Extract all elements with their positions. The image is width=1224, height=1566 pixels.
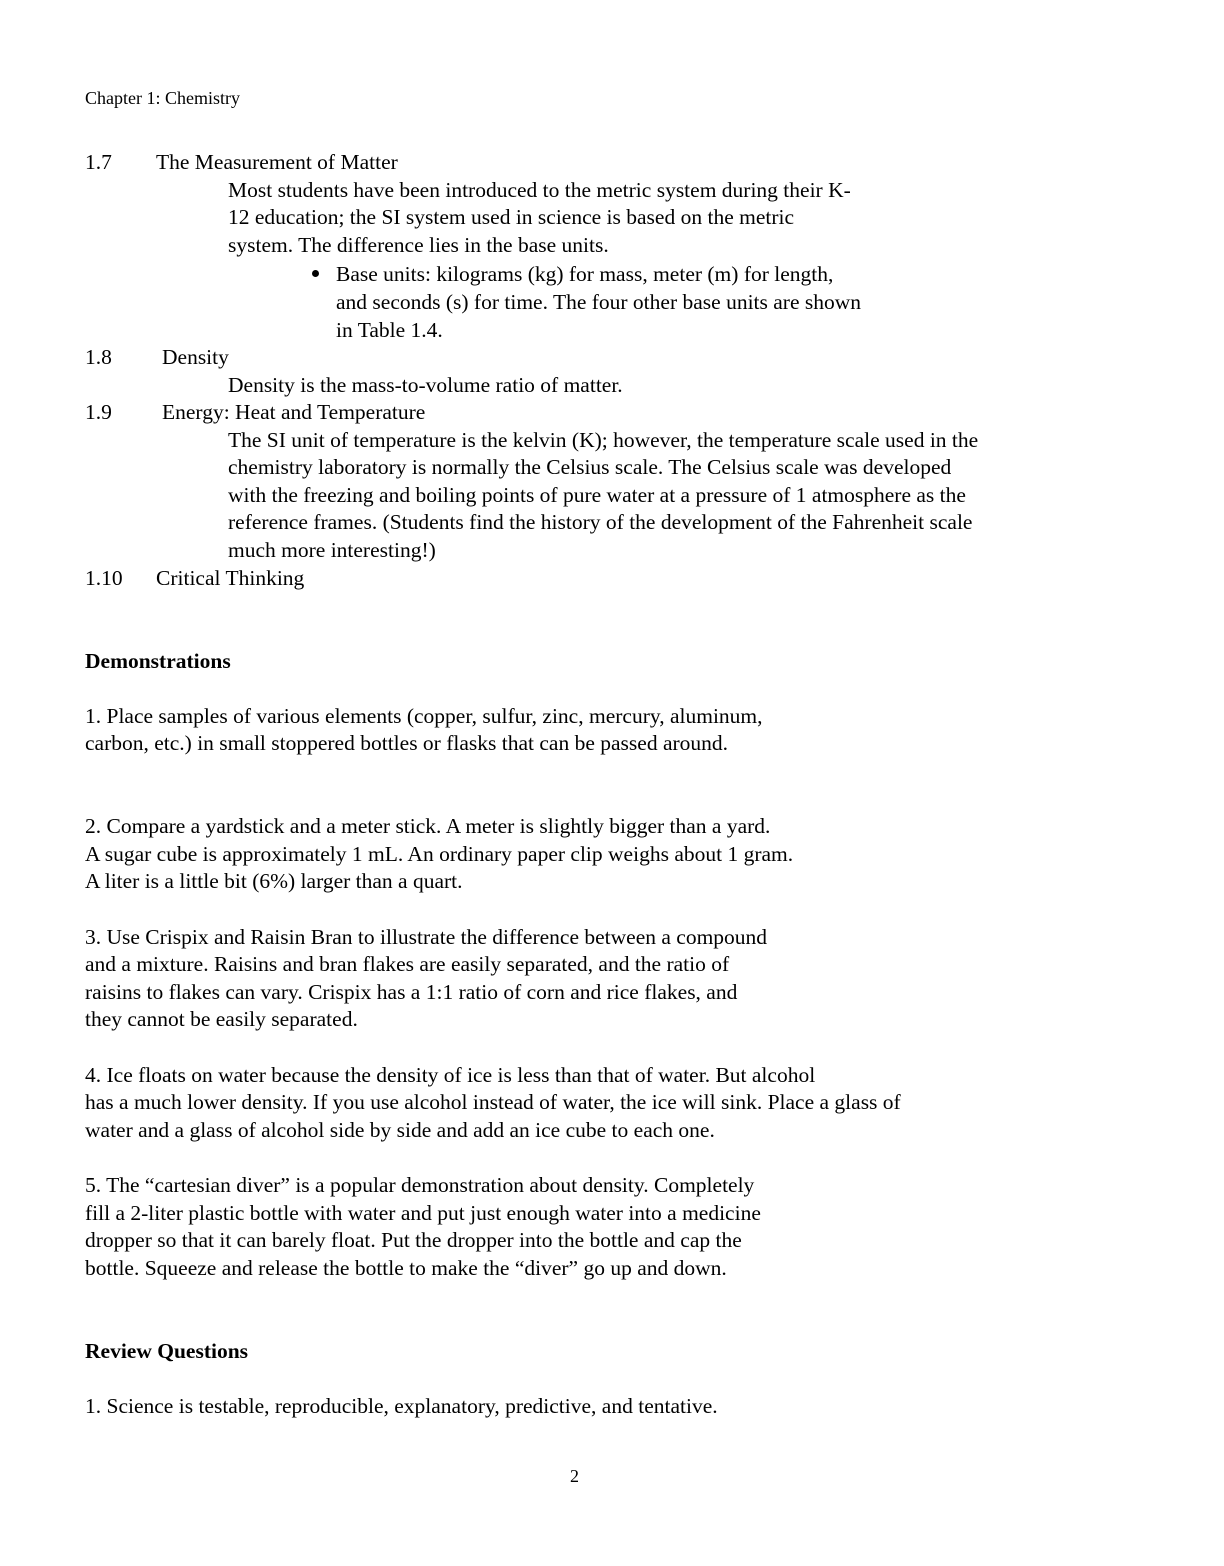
demonstration-item-2-line: A liter is a little bit (6%) larger than a quart.: [85, 869, 463, 893]
demonstration-item-3-line: they cannot be easily separated.: [85, 1007, 358, 1031]
demonstration-item-5-line: fill a 2-liter plastic bottle with water and put just enough water into a medicine: [85, 1201, 761, 1225]
review-questions-heading: Review Questions: [85, 1339, 249, 1363]
demonstration-item-1-line: carbon, etc.) in small stoppered bottles or flasks that can be passed around.: [85, 731, 729, 755]
demonstrations-heading: Demonstrations: [85, 649, 231, 673]
section-text-line: Most students have been introduced to the metric system during their K-: [228, 178, 851, 202]
bullet-text-line: Base units: kilograms (kg) for mass, meter (m) for length,: [336, 262, 834, 286]
section-text-line: The SI unit of temperature is the kelvin (K); however, the temperature scale used in the: [228, 428, 979, 452]
demonstration-item-4-line: has a much lower density. If you use alcohol instead of water, the ice will sink. Place a glass of: [85, 1090, 901, 1114]
section-title-1-8: Density: [162, 345, 229, 369]
section-text-line: Density is the mass-to-volume ratio of matter.: [228, 373, 623, 397]
review-question-1: 1. Science is testable, reproducible, explanatory, predictive, and tentative.: [85, 1394, 718, 1418]
section-title-1-10: Critical Thinking: [156, 566, 305, 590]
page-number: 2: [570, 1466, 579, 1486]
bullet-text-line: and seconds (s) for time. The four other base units are shown: [336, 290, 862, 314]
demonstration-item-5-line: dropper so that it can barely float. Put the dropper into the bottle and cap the: [85, 1228, 742, 1252]
section-text-line: 12 education; the SI system used in science is based on the metric: [228, 205, 795, 229]
section-title-1-9: Energy: Heat and Temperature: [162, 400, 426, 424]
section-title-1-7: The Measurement of Matter: [156, 150, 398, 174]
demonstration-item-3-line: raisins to flakes can vary. Crispix has a 1:1 ratio of corn and rice flakes, and: [85, 980, 738, 1004]
section-number-1-10: 1.10: [85, 566, 123, 590]
demonstration-item-3-line: and a mixture. Raisins and bran flakes are easily separated, and the ratio of: [85, 952, 730, 976]
section-text-line: much more interesting!): [228, 538, 436, 562]
demonstration-item-5-line: bottle. Squeeze and release the bottle to make the “diver” go up and down.: [85, 1256, 727, 1280]
demonstration-item-4-line: water and a glass of alcohol side by side and add an ice cube to each one.: [85, 1118, 715, 1142]
demonstration-item-1-line: 1. Place samples of various elements (copper, sulfur, zinc, mercury, aluminum,: [85, 704, 763, 728]
demonstration-item-2-line: A sugar cube is approximately 1 mL. An ordinary paper clip weighs about 1 gram.: [85, 842, 794, 866]
section-text-line: chemistry laboratory is normally the Celsius scale. The Celsius scale was developed: [228, 455, 952, 479]
section-number-1-9: 1.9: [85, 400, 112, 424]
section-number-1-7: 1.7: [85, 150, 112, 174]
section-number-1-8: 1.8: [85, 345, 112, 369]
running-header: Chapter 1: Chemistry: [85, 88, 240, 108]
demonstration-item-3-line: 3. Use Crispix and Raisin Bran to illustrate the difference between a compound: [85, 925, 768, 949]
bullet-text-line: in Table 1.4.: [336, 318, 443, 342]
demonstration-item-5-line: 5. The “cartesian diver” is a popular demonstration about density. Completely: [85, 1173, 755, 1197]
demonstration-item-4-line: 4. Ice floats on water because the density of ice is less than that of water. But alcohol: [85, 1063, 816, 1087]
bullet-icon: [312, 270, 319, 277]
demonstration-item-2-line: 2. Compare a yardstick and a meter stick. A meter is slightly bigger than a yard.: [85, 814, 771, 838]
section-text-line: system. The difference lies in the base units.: [228, 233, 609, 257]
section-text-line: with the freezing and boiling points of pure water at a pressure of 1 atmosphere as the: [228, 483, 966, 507]
section-text-line: reference frames. (Students find the history of the development of the Fahrenheit scale: [228, 510, 973, 534]
